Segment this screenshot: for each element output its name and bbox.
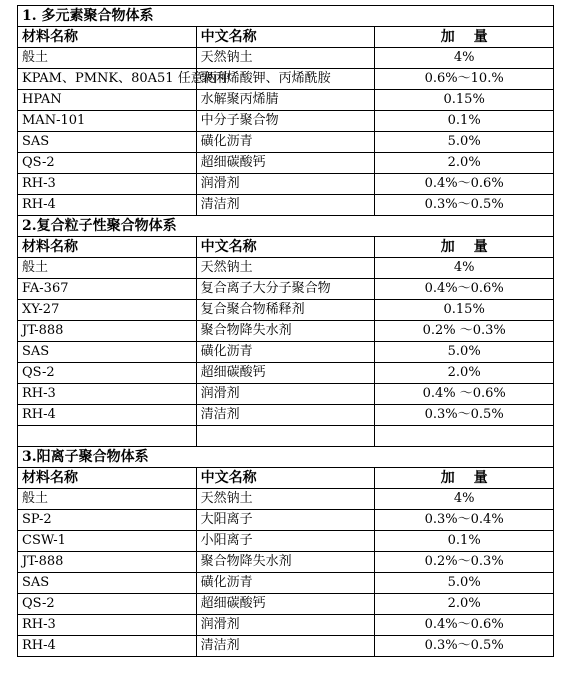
amount-cell[interactable]: 2.0%: [375, 594, 554, 615]
header-amount[interactable]: 加 量: [375, 237, 554, 258]
header-material-name[interactable]: 材料名称: [18, 468, 197, 489]
chinese-name-cell[interactable]: 大阳离子: [196, 510, 375, 531]
material-name-cell[interactable]: 般土: [18, 48, 197, 69]
table-row: [18, 153, 554, 174]
header-chinese-name[interactable]: 中文名称: [196, 237, 375, 258]
material-name-cell[interactable]: FA-367: [18, 279, 197, 300]
material-name-cell[interactable]: RH-4: [18, 195, 197, 216]
chinese-name-cell[interactable]: 磺化沥青: [196, 573, 375, 594]
section-title[interactable]: 2.复合粒子性聚合物体系: [18, 216, 554, 237]
amount-cell[interactable]: 0.1%: [375, 111, 554, 132]
material-name-cell[interactable]: XY-27: [18, 300, 197, 321]
chinese-name-cell[interactable]: 水解聚丙烯腈: [196, 90, 375, 111]
chinese-name-cell[interactable]: 复合聚合物稀释剂: [196, 300, 375, 321]
chinese-name-cell[interactable]: 聚合物降失水剂: [196, 321, 375, 342]
empty-cell[interactable]: [375, 426, 554, 447]
table-row: [18, 132, 554, 153]
section-title-row: [18, 6, 554, 27]
chinese-name-cell[interactable]: 磺化沥青: [196, 342, 375, 363]
amount-cell[interactable]: 0.15%: [375, 300, 554, 321]
chinese-name-cell[interactable]: 润滑剂: [196, 384, 375, 405]
amount-cell[interactable]: 0.4%～0.6%: [375, 615, 554, 636]
material-name-cell[interactable]: RH-3: [18, 384, 197, 405]
formulation-sheet: [17, 5, 554, 657]
amount-cell[interactable]: 0.3%～0.4%: [375, 510, 554, 531]
chinese-name-cell[interactable]: 天然钠土: [196, 258, 375, 279]
amount-cell[interactable]: 4%: [375, 489, 554, 510]
material-name-cell[interactable]: 般土: [18, 489, 197, 510]
material-name-cell[interactable]: 般土: [18, 258, 197, 279]
header-row: [18, 468, 554, 489]
material-name-cell[interactable]: RH-3: [18, 174, 197, 195]
chinese-name-cell[interactable]: 超细碳酸钙: [196, 153, 375, 174]
material-name-cell[interactable]: SAS: [18, 132, 197, 153]
material-name-cell[interactable]: SAS: [18, 573, 197, 594]
table-row: [18, 615, 554, 636]
table-row: [18, 90, 554, 111]
chinese-name-cell[interactable]: 清洁剂: [196, 195, 375, 216]
chinese-name-cell[interactable]: 超细碳酸钙: [196, 363, 375, 384]
chinese-name-cell[interactable]: 天然钠土: [196, 489, 375, 510]
header-chinese-name[interactable]: 中文名称: [196, 27, 375, 48]
amount-cell[interactable]: 0.2% ～0.3%: [375, 321, 554, 342]
amount-cell[interactable]: 5.0%: [375, 342, 554, 363]
material-name-cell[interactable]: HPAN: [18, 90, 197, 111]
chinese-name-cell[interactable]: 天然钠土: [196, 48, 375, 69]
amount-cell[interactable]: 4%: [375, 48, 554, 69]
table-row: [18, 384, 554, 405]
amount-cell[interactable]: 5.0%: [375, 132, 554, 153]
table-row: [18, 342, 554, 363]
table-row: [18, 573, 554, 594]
amount-cell[interactable]: 0.3%～0.5%: [375, 636, 554, 657]
header-amount[interactable]: 加 量: [375, 468, 554, 489]
table-row: [18, 363, 554, 384]
amount-cell[interactable]: 0.3%～0.5%: [375, 405, 554, 426]
table-row: [18, 531, 554, 552]
material-name-cell[interactable]: RH-3: [18, 615, 197, 636]
header-row: [18, 27, 554, 48]
header-chinese-name[interactable]: 中文名称: [196, 468, 375, 489]
section-title-row: [18, 216, 554, 237]
table-row: [18, 489, 554, 510]
amount-cell[interactable]: 0.15%: [375, 90, 554, 111]
material-name-cell[interactable]: KPAM、PMNK、80A51 任意两种: [18, 69, 197, 90]
chinese-name-cell[interactable]: 超细碳酸钙: [196, 594, 375, 615]
material-name-cell[interactable]: QS-2: [18, 594, 197, 615]
table-row: [18, 195, 554, 216]
amount-cell[interactable]: 0.1%: [375, 531, 554, 552]
chinese-name-cell[interactable]: 润滑剂: [196, 174, 375, 195]
empty-cell[interactable]: [18, 426, 197, 447]
amount-cell[interactable]: 0.6%～10.%: [375, 69, 554, 90]
amount-cell[interactable]: 4%: [375, 258, 554, 279]
formulation-table: [17, 5, 554, 657]
table-row: [18, 69, 554, 90]
amount-cell[interactable]: 0.3%～0.5%: [375, 195, 554, 216]
section-title-row: [18, 447, 554, 468]
amount-cell[interactable]: 0.2%～0.3%: [375, 552, 554, 573]
table-row: [18, 405, 554, 426]
section-title[interactable]: 1. 多元素聚合物体系: [18, 6, 554, 27]
table-row: [18, 111, 554, 132]
table-row: [18, 48, 554, 69]
material-name-cell[interactable]: JT-888: [18, 552, 197, 573]
amount-cell[interactable]: 0.4% ～0.6%: [375, 384, 554, 405]
chinese-name-cell[interactable]: 磺化沥青: [196, 132, 375, 153]
table-row: [18, 279, 554, 300]
table-row: [18, 300, 554, 321]
material-name-cell[interactable]: QS-2: [18, 153, 197, 174]
chinese-name-cell[interactable]: 聚丙烯酸钾、丙烯酰胺: [196, 69, 375, 90]
material-name-cell[interactable]: CSW-1: [18, 531, 197, 552]
chinese-name-cell[interactable]: 清洁剂: [196, 636, 375, 657]
material-name-cell[interactable]: MAN-101: [18, 111, 197, 132]
table-row: [18, 636, 554, 657]
amount-cell[interactable]: 5.0%: [375, 573, 554, 594]
header-material-name[interactable]: 材料名称: [18, 27, 197, 48]
material-name-cell[interactable]: QS-2: [18, 363, 197, 384]
table-row: [18, 321, 554, 342]
table-row: [18, 552, 554, 573]
header-material-name[interactable]: 材料名称: [18, 237, 197, 258]
material-name-cell[interactable]: RH-4: [18, 405, 197, 426]
amount-cell[interactable]: 2.0%: [375, 363, 554, 384]
chinese-name-cell[interactable]: 润滑剂: [196, 615, 375, 636]
material-name-cell[interactable]: JT-888: [18, 321, 197, 342]
header-amount[interactable]: 加 量: [375, 27, 554, 48]
material-name-cell[interactable]: RH-4: [18, 636, 197, 657]
empty-cell[interactable]: [196, 426, 375, 447]
amount-cell[interactable]: 2.0%: [375, 153, 554, 174]
chinese-name-cell[interactable]: 清洁剂: [196, 405, 375, 426]
amount-cell[interactable]: 0.4%～0.6%: [375, 174, 554, 195]
chinese-name-cell[interactable]: 小阳离子: [196, 531, 375, 552]
material-name-cell[interactable]: SP-2: [18, 510, 197, 531]
chinese-name-cell[interactable]: 复合离子大分子聚合物: [196, 279, 375, 300]
empty-row: [18, 426, 554, 447]
amount-cell[interactable]: 0.4%～0.6%: [375, 279, 554, 300]
header-row: [18, 237, 554, 258]
chinese-name-cell[interactable]: 聚合物降失水剂: [196, 552, 375, 573]
table-row: [18, 510, 554, 531]
table-row: [18, 174, 554, 195]
material-name-cell[interactable]: SAS: [18, 342, 197, 363]
table-row: [18, 594, 554, 615]
section-title[interactable]: 3.阳离子聚合物体系: [18, 447, 554, 468]
chinese-name-cell[interactable]: 中分子聚合物: [196, 111, 375, 132]
table-row: [18, 258, 554, 279]
